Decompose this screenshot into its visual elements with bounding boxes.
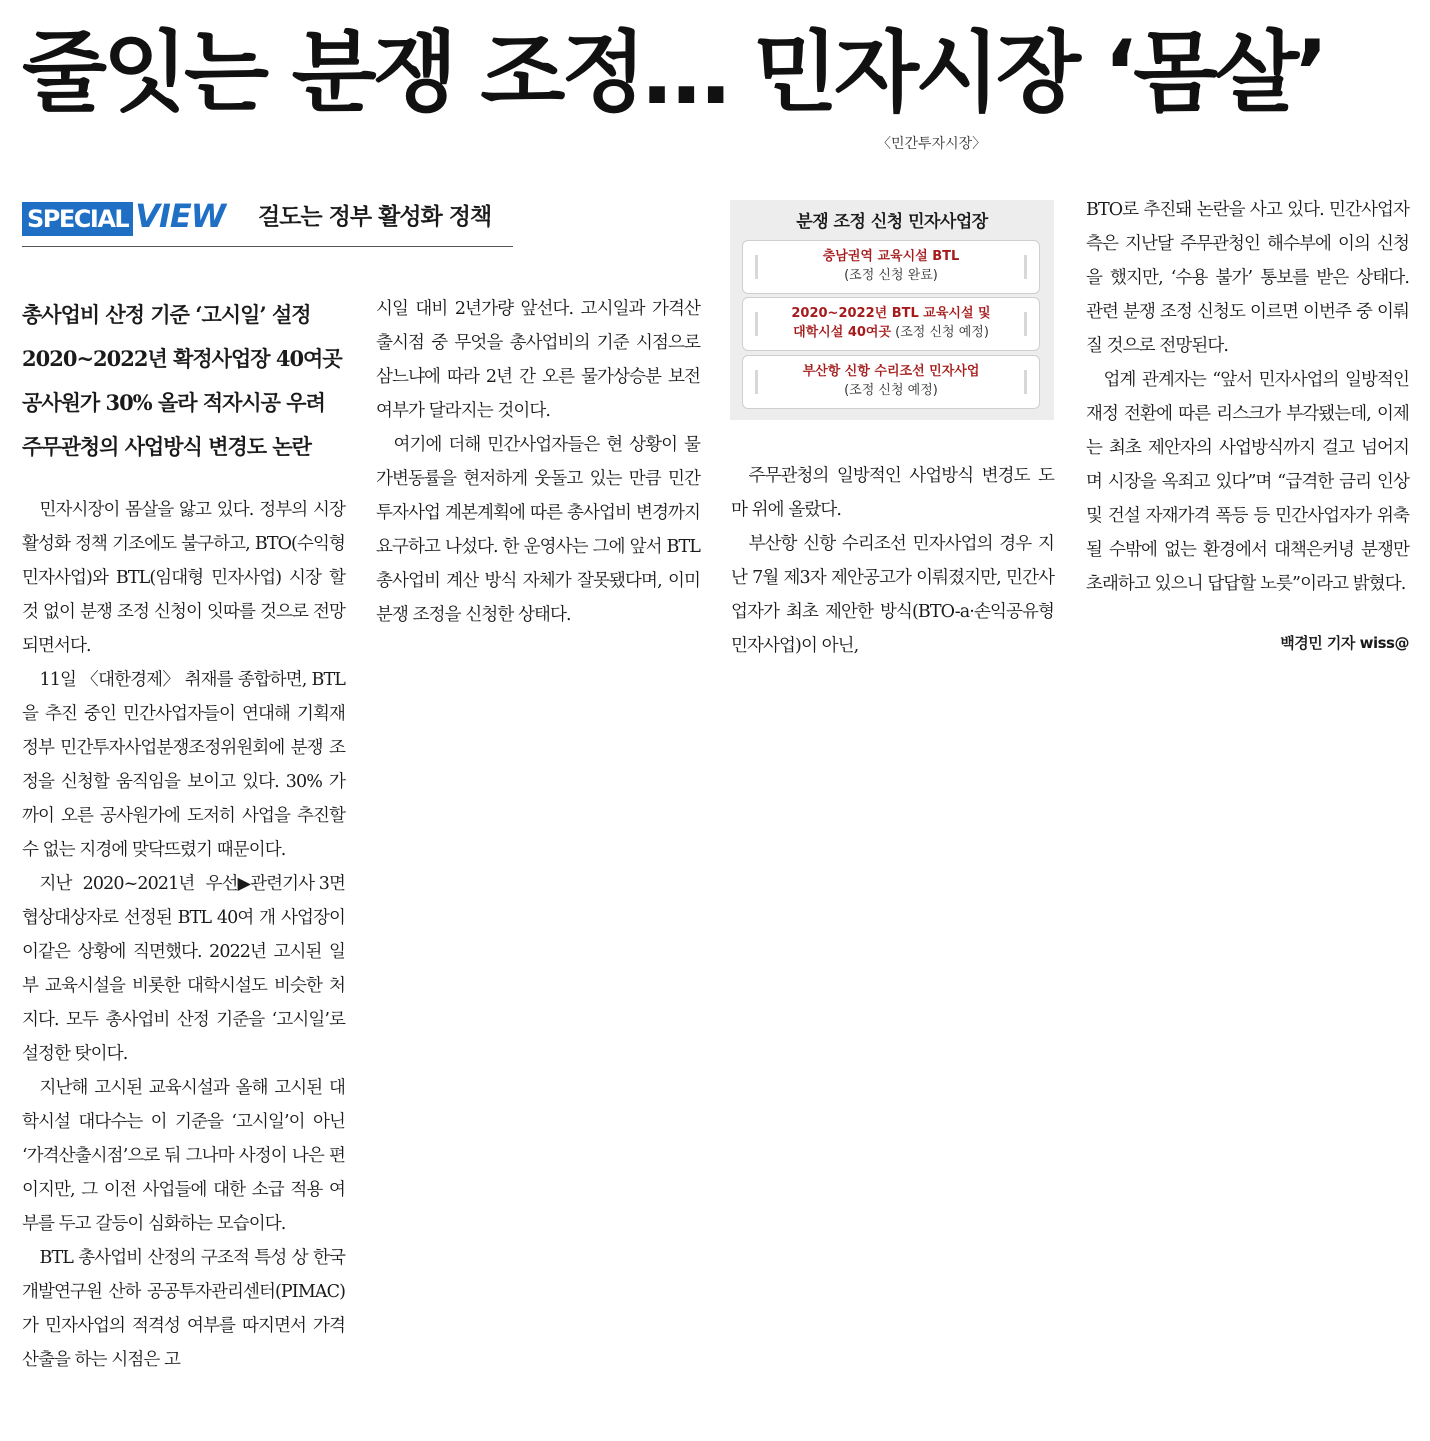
item-status: (조정 신청 완료) [844, 268, 938, 283]
item-bar-left [755, 370, 758, 394]
lead-summary [22, 293, 347, 469]
info-box-title: 분쟁 조정 신청 민자사업장 [796, 212, 988, 232]
paragraph: BTL 총사업비 산정의 구조적 특성 상 한국개발연구원 산하 공공투자관리센터(PIMAC)가 민자사업의 적격성 여부를 따지면서 가격 산출을 하는 시점은 고 [22, 1248, 345, 1370]
item-name-line2: 대학시설 40여곳 [793, 325, 892, 340]
dispute-info-box [730, 200, 1054, 420]
paragraph [22, 663, 345, 894]
lead-line: 주무관청의 사업방식 변경도 논란 [22, 434, 311, 459]
item-bar-left [755, 312, 758, 336]
paragraph: 시일 대비 2년가량 앞선다. 고시일과 가격산출시점 중 무엇을 총사업비의 기준 시점으로 삼느냐에 따라 2년 간 오른 물가상승분 보전 여부가 달라지는 것이다. [376, 299, 700, 421]
section-tag: 〈민간투자시장〉 [877, 136, 987, 152]
article-column-3 [731, 459, 1054, 663]
paragraph: 부산항 신항 수리조선 민자사업의 경우 지난 7월 제3자 제안공고가 이뤄졌지만, 민간사업자가 최초 제안한 방식(BTO-a·손익공유형 민자사업)이 아닌, [731, 534, 1054, 656]
special-view-subtitle: 걸도는 정부 활성화 정책 [258, 204, 492, 230]
paragraph: 업계 관계자는 “앞서 민자사업의 일방적인 재정 전환에 따른 리스크가 부각됐는데, 이제는 최초 제안자의 사업방식까지 걸고 넘어지며 시장을 옥죄고 있다”며 “급격한 금리 인상 및 건설 자재가격 폭등 등 민간사업자가 위축될 수밖에 없는 환경에서 대책은커녕 분쟁만 초래하고 있으니 답답할 노릇”이라고 밝혔다. [1086, 370, 1409, 594]
lead-line: 공사원가 30% 올라 적자시공 우려 [22, 390, 325, 415]
lead-line: 2020~2022년 확정사업장 40여곳 [22, 346, 342, 371]
paragraph: 지난해 고시된 교육시설과 올해 고시된 대학시설 대다수는 이 기준을 ‘고시일’이 아닌 ‘가격산출시점’으로 둬 그나마 사정이 나은 편이지만, 그 이전 사업들에 대한 소급 적용 여부를 두고 갈등이 심화하는 모습이다. [22, 1078, 345, 1234]
item-bar-right [1024, 255, 1027, 279]
info-box-item [742, 240, 1040, 294]
logo-special-text: SPECIAL [22, 202, 133, 236]
paragraph: BTO로 추진돼 논란을 사고 있다. 민간사업자 측은 지난달 주무관청인 해수부에 이의 신청을 했지만, ‘수용 불가’ 통보를 받은 상태다. 관련 분쟁 조정 신청도 이르면 이번주 중 이뤄질 것으로 전망된다. [1086, 200, 1409, 356]
logo-view-text: VIEW [135, 197, 226, 235]
article-column-4 [1086, 193, 1409, 601]
article-column-2 [376, 292, 700, 632]
item-name: 부산항 신항 수리조선 민자사업 [802, 364, 980, 379]
section-divider [22, 246, 513, 247]
item-name: 2020~2022년 BTL 교육시설 및 [791, 306, 991, 321]
info-box-item [742, 297, 1040, 351]
item-status: (조정 신청 예정) [895, 325, 989, 340]
special-view-logo [22, 199, 225, 239]
item-bar-left [755, 255, 758, 279]
article-column-1 [22, 493, 345, 1377]
headline: 줄잇는 분쟁 조정… 민자시장 ‘몸살’ [22, 21, 1325, 124]
paragraph-text: 11일 〈대한경제〉 취재를 종합하면, BTL을 추진 중인 민간사업자들이 연대해 기획재정부 민간투자사업분쟁조정위원회에 분쟁 조정을 신청할 움직임을 보이고 있다. 30% 가까이 오른 공사원가에 도저히 사업을 추진할 수 없는 지경에 맞닥뜨렸기 때문이다. [22, 670, 345, 860]
lead-line: 총사업비 산정 기준 ‘고시일’ 설정 [22, 302, 311, 327]
info-box-item [742, 355, 1040, 409]
item-name: 충남권역 교육시설 BTL [822, 249, 960, 264]
paragraph: 주무관청의 일방적인 사업방식 변경도 도마 위에 올랐다. [731, 466, 1054, 520]
paragraph: 지난 2020~2021년 우선협상대상자로 선정된 BTL 40여 개 사업장이 이같은 상황에 직면했다. 2022년 고시된 일부 교육시설을 비롯한 대학시설도 비슷한 처지다. 모두 총사업비 산정 기준을 ‘고시일’로 설정한 탓이다. [22, 874, 345, 1064]
paragraph: 여기에 더해 민간사업자들은 현 상황이 물가변동률을 현저하게 웃돌고 있는 만큼 민간투자사업 계본계획에 따른 총사업비 변경까지 요구하고 나섰다. 한 운영사는 그에 앞서 BTL 총사업비 계산 방식 자체가 잘못됐다며, 이미 분쟁 조정을 신청한 상태다. [376, 435, 700, 625]
item-status: (조정 신청 예정) [844, 383, 938, 398]
related-article-link[interactable]: ▶관련기사 3면 [237, 874, 345, 894]
paragraph: 민자시장이 몸살을 앓고 있다. 정부의 시장 활성화 정책 기조에도 불구하고, BTO(수익형 민자사업)와 BTL(임대형 민자사업) 시장 할 것 없이 분쟁 조정 신청이 잇따를 것으로 전망되면서다. [22, 500, 345, 656]
byline: 백경민 기자 wiss@ [1280, 634, 1409, 652]
item-bar-right [1024, 312, 1027, 336]
item-bar-right [1024, 370, 1027, 394]
